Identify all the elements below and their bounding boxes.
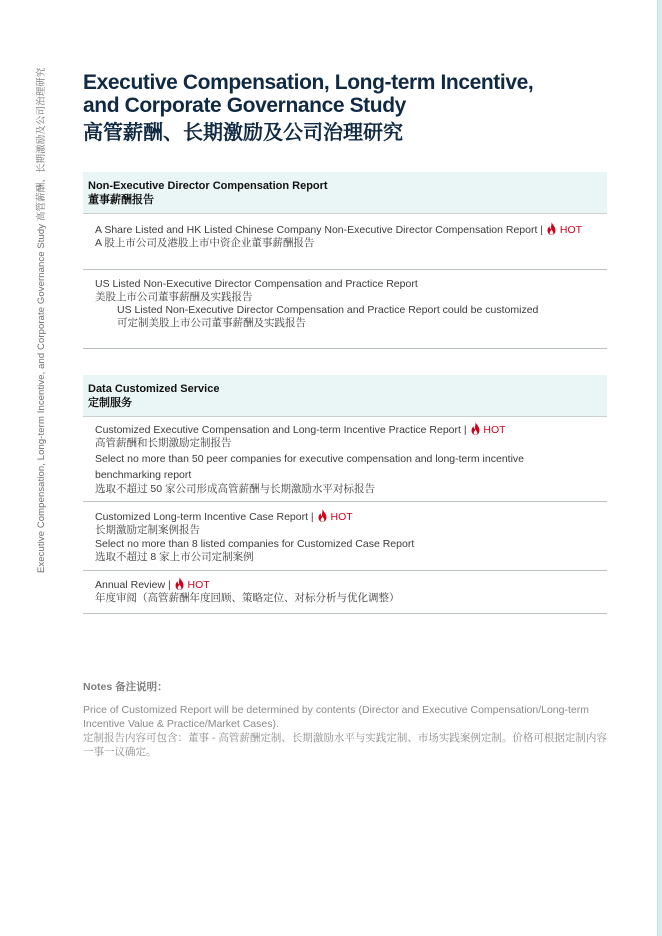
list-item <box>83 214 607 270</box>
item-desc-zh: 选取不超过 8 家上市公司定制案例 <box>95 551 254 563</box>
flame-icon <box>546 222 557 235</box>
notes-block <box>83 679 607 759</box>
item-sub-zh: 可定制美股上市公司董事薪酬及实践报告 <box>117 317 306 329</box>
notes-label: Notes 备注说明： <box>83 681 168 693</box>
list-item <box>83 270 607 349</box>
item-title-zh: 长期激励定制案例报告 <box>95 524 200 536</box>
notes-text-zh: 定制报告内容可包含：董事 - 高管薪酬定制、长期激励水平与实践定制、市场实践案例定制。价格可根据定制内容一事一议确定。 <box>83 732 607 758</box>
section-title-en: Data Customized Service <box>88 383 220 395</box>
title-en-line2: and Corporate Governance Study <box>83 94 406 117</box>
section-custom-service <box>83 375 607 614</box>
page-header <box>83 71 603 148</box>
item-title-en: Customized Executive Compensation and Long-term Incentive Practice Report | <box>95 424 467 436</box>
list-item <box>83 571 607 614</box>
page-edge-bar <box>657 0 662 936</box>
section-header <box>83 375 607 417</box>
flame-icon <box>317 509 328 522</box>
hot-badge: HOT <box>187 579 210 591</box>
title-en <box>83 71 603 117</box>
notes-text-en: Price of Customized Report will be determined by contents (Director and Executive Compensation/Long-term Incentive Value & Practice/Market Cases). <box>83 704 589 730</box>
item-title-en: Annual Review | <box>95 579 171 591</box>
item-desc-zh: 选取不超过 50 家公司形成高管薪酬与长期激励水平对标报告 <box>95 483 376 495</box>
section-header <box>83 172 607 214</box>
item-title-zh: 年度审阅（高管薪酬年度回顾、策略定位、对标分析与优化调整） <box>95 592 400 604</box>
item-title-en: Customized Long-term Incentive Case Report | <box>95 511 314 523</box>
item-title-zh: A 股上市公司及港股上市中资企业董事薪酬报告 <box>95 237 315 249</box>
item-title-en: US Listed Non-Executive Director Compensation and Practice Report <box>95 278 418 290</box>
flame-icon <box>174 577 185 590</box>
title-en-line1: Executive Compensation, Long-term Incentive, <box>83 71 534 94</box>
side-running-title: Executive Compensation, Long-term Incentive, and Corporate Governance Study 高管薪酬、长期激励及公司治理研究 <box>36 67 47 573</box>
section-title-en: Non-Executive Director Compensation Report <box>88 180 328 192</box>
item-title-zh: 高管薪酬和长期激励定制报告 <box>95 437 232 449</box>
item-desc-en: Select no more than 8 listed companies for Customized Case Report <box>95 538 415 550</box>
list-item <box>83 417 607 502</box>
item-desc-en: Select no more than 50 peer companies for executive compensation and long-term incentive benchmarking report <box>95 453 524 481</box>
title-zh: 高管薪酬、长期激励及公司治理研究 <box>83 122 403 144</box>
item-sub-en: US Listed Non-Executive Director Compensation and Practice Report could be customized <box>117 304 539 316</box>
hot-badge: HOT <box>330 511 353 523</box>
item-title-zh: 美股上市公司董事薪酬及实践报告 <box>95 291 253 303</box>
item-title-en: A Share Listed and HK Listed Chinese Company Non-Executive Director Compensation Report | <box>95 224 544 236</box>
hot-badge: HOT <box>483 424 506 436</box>
section-title-zh: 董事薪酬报告 <box>88 194 154 206</box>
section-title-zh: 定制服务 <box>88 397 132 409</box>
list-item <box>83 502 607 571</box>
flame-icon <box>470 422 481 435</box>
section-director-report <box>83 172 607 349</box>
hot-badge: HOT <box>559 224 583 236</box>
